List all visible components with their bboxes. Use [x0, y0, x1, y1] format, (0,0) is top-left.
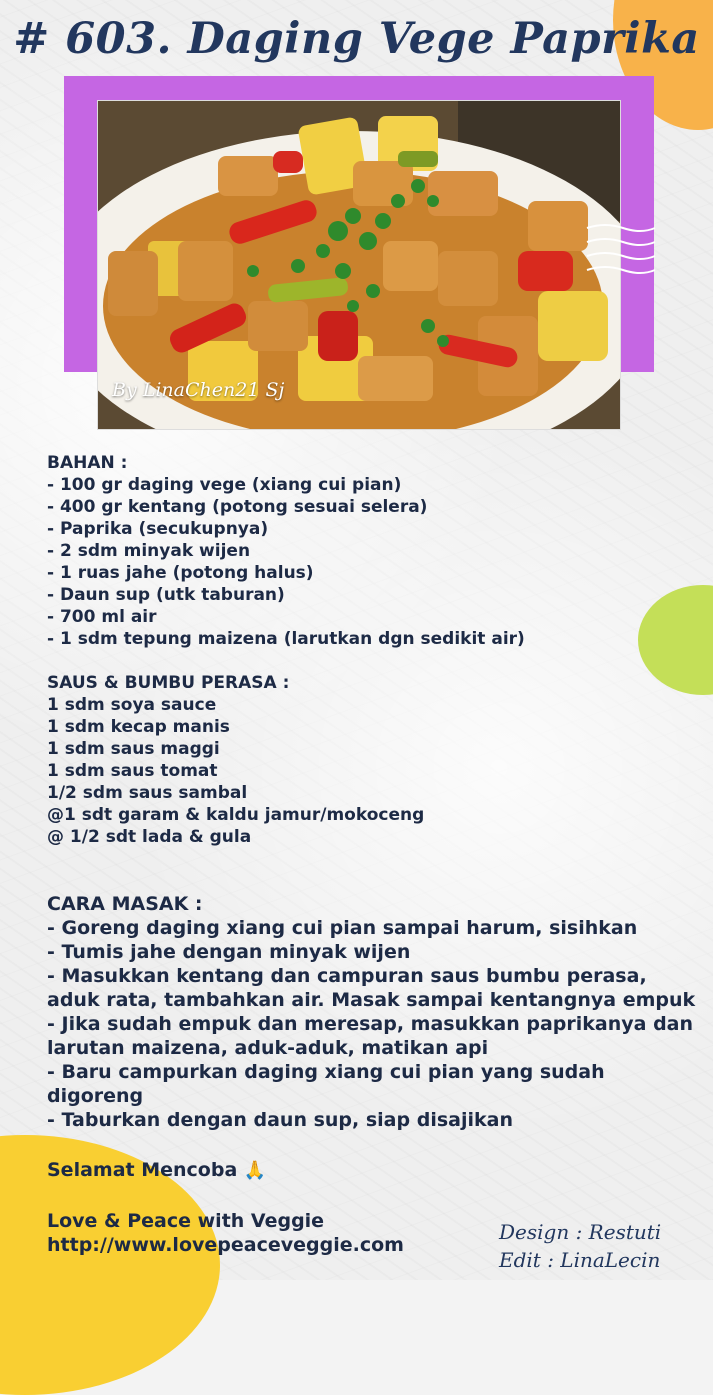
- sauce-item: 1 sdm kecap manis: [47, 717, 230, 737]
- sauce-item: 1 sdm saus tomat: [47, 761, 218, 781]
- greeting-line: [47, 1158, 702, 1183]
- method-step: - Taburkan dengan daun sup, siap disajikan: [47, 1109, 513, 1131]
- credits: [499, 1218, 661, 1274]
- sauce-item: @ 1/2 sdt lada & gula: [47, 827, 252, 847]
- edit-credit: Edit : LinaLecin: [499, 1248, 661, 1272]
- sauce-item: 1/2 sdm saus sambal: [47, 783, 248, 803]
- method-step: - Baru campurkan daging xiang cui pian yang sudah digoreng: [47, 1061, 605, 1107]
- ingredient-item: - 1 sdm tepung maizena (larutkan dgn sedikit air): [47, 629, 525, 649]
- sauce-heading: SAUS & BUMBU PERASA :: [47, 673, 290, 693]
- website-link[interactable]: http://www.lovepeaceveggie.com: [47, 1234, 404, 1256]
- method-heading: CARA MASAK :: [47, 893, 203, 915]
- recipe-content: [47, 452, 702, 1257]
- dish-photo: [97, 100, 621, 430]
- sauce-item: 1 sdm saus maggi: [47, 739, 220, 759]
- photo-watermark: By LinaChen21 Sj: [112, 379, 285, 401]
- ingredients-section: [47, 452, 702, 650]
- design-credit: Design : Restuti: [499, 1220, 662, 1244]
- ingredient-item: - 2 sdm minyak wijen: [47, 541, 251, 561]
- tagline: Love & Peace with Veggie: [47, 1210, 325, 1232]
- greeting-text: Selamat Mencoba: [47, 1159, 238, 1181]
- ingredient-item: - Paprika (secukupnya): [47, 519, 269, 539]
- ingredient-item: - Daun sup (utk taburan): [47, 585, 285, 605]
- sauce-item: @1 sdt garam & kaldu jamur/mokoceng: [47, 805, 425, 825]
- wave-lines-decor: [585, 220, 657, 280]
- sauce-section: [47, 672, 702, 848]
- method-step: - Goreng daging xiang cui pian sampai harum, sisihkan: [47, 917, 638, 939]
- ingredient-item: - 1 ruas jahe (potong halus): [47, 563, 314, 583]
- method-step: - Jika sudah empuk dan meresap, masukkan paprikanya dan larutan maizena, aduk-aduk, matikan api: [47, 1013, 694, 1059]
- ingredients-heading: BAHAN :: [47, 453, 128, 473]
- method-step: - Masukkan kentang dan campuran saus bumbu perasa, aduk rata, tambahkan air. Masak sampai kentangnya empuk: [47, 965, 696, 1011]
- method-section: [47, 892, 702, 1132]
- ingredient-item: - 400 gr kentang (potong sesuai selera): [47, 497, 428, 517]
- praying-hands-icon: 🙏: [243, 1160, 267, 1181]
- recipe-title: # 603. Daging Vege Paprika: [13, 14, 700, 64]
- ingredient-item: - 100 gr daging vege (xiang cui pian): [47, 475, 402, 495]
- sauce-item: 1 sdm soya sauce: [47, 695, 217, 715]
- method-step: - Tumis jahe dengan minyak wijen: [47, 941, 411, 963]
- ingredient-item: - 700 ml air: [47, 607, 157, 627]
